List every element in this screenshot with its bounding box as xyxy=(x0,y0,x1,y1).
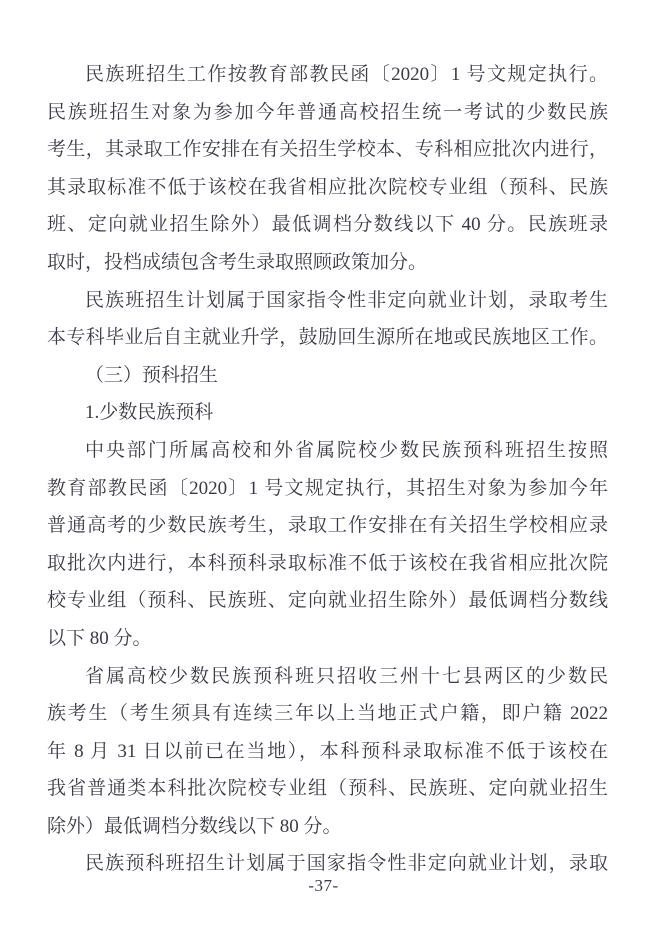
text-line: 族考生（考生须具有连续三年以上当地正式户籍，即户籍 2022 xyxy=(47,703,608,725)
text-line: 中央部门所属高校和外省属院校少数民族预科班招生按照 xyxy=(85,439,608,461)
text-line: 班、定向就业招生除外）最低调档分数线以下 40 分。民族班录 xyxy=(47,214,608,236)
text-line: 以下 80 分。 xyxy=(47,627,152,649)
text-line: 教育部教民函〔2020〕1 号文规定执行，其招生对象为参加今年 xyxy=(47,477,608,499)
text-line: 我省普通类本科批次院校专业组（预科、民族班、定向就业招生 xyxy=(47,778,608,800)
text-line: 取时，投档成绩包含考生录取照顾政策加分。 xyxy=(47,251,428,273)
document-text-block xyxy=(47,56,608,883)
text-line: 其录取标准不低于该校在我省相应批次院校专业组（预科、民族 xyxy=(47,176,608,198)
page-number: -37- xyxy=(308,876,339,895)
text-line: 省属高校少数民族预科班只招收三州十七县两区的少数民 xyxy=(85,665,608,687)
text-line: 年 8 月 31 日以前已在当地），本科预科录取标准不低于该校在 xyxy=(47,740,608,762)
text-line: 除外）最低调档分数线以下 80 分。 xyxy=(47,815,342,837)
text-line: 本专科毕业后自主就业升学，鼓励回生源所在地或民族地区工作。 xyxy=(47,327,608,349)
text-line: 民族预科班招生计划属于国家指令性非定向就业计划，录取 xyxy=(85,853,608,875)
text-line: 民族班招生计划属于国家指令性非定向就业计划，录取考生 xyxy=(85,289,608,311)
text-line: 普通高考的少数民族考生，录取工作安排在有关招生学校相应录 xyxy=(47,515,608,537)
text-line: 1.少数民族预科 xyxy=(85,402,214,424)
text-line: 取批次内进行，本科预科录取标准不低于该校在我省相应批次院 xyxy=(47,552,608,574)
text-line: 民族班招生工作按教育部教民函〔2020〕1 号文规定执行。 xyxy=(85,64,608,85)
text-line: （三）预科招生 xyxy=(85,364,219,386)
text-line: 校专业组（预科、民族班、定向就业招生除外）最低调档分数线 xyxy=(47,590,608,612)
text-line: 民族班招生对象为参加今年普通高校招生统一考试的少数民族 xyxy=(47,101,608,123)
text-line: 考生，其录取工作安排在有关招生学校本、专科相应批次内进行， xyxy=(47,139,608,161)
